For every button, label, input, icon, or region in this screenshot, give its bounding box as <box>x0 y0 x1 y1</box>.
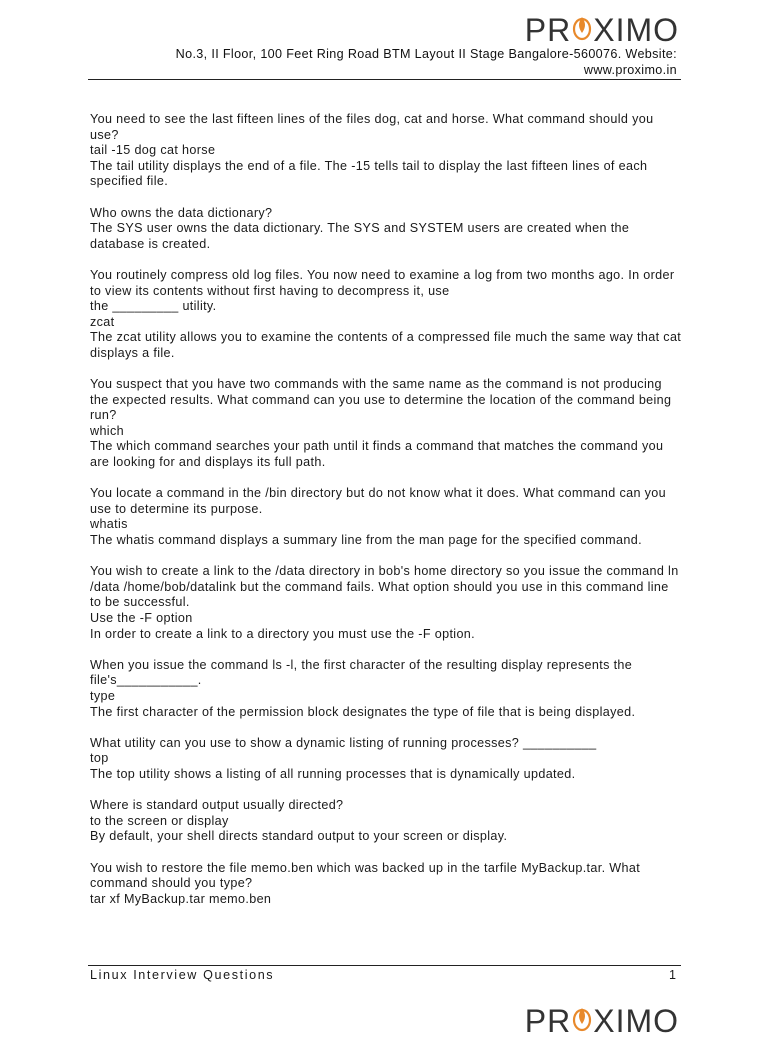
explanation-text: The which command searches your path until it finds a command that matches the command you are looking for and displays its full path. <box>90 439 668 470</box>
question-text: When you issue the command ls -l, the first character of the resulting display represents the file's___________. <box>90 657 636 688</box>
answer-text: type <box>90 688 116 703</box>
qa-block <box>90 112 682 190</box>
question-text: Who owns the data dictionary? <box>90 205 273 220</box>
answer-text: top <box>90 751 109 766</box>
logo-text-start: PR <box>524 1003 572 1039</box>
proximo-logo <box>525 13 679 47</box>
answer-text: zcat <box>90 314 115 329</box>
question-text: You routinely compress old log files. You now need to examine a log from two months ago. In order to view its contents without first having to decompress it, use the _________ utility. <box>90 267 675 314</box>
question-text: You need to see the last fifteen lines of the files dog, cat and horse. What command should you use? <box>90 112 658 142</box>
qa-block <box>90 267 686 362</box>
explanation-text: In order to create a link to a directory you must use the -F option. <box>90 626 475 641</box>
proximo-logo-footer <box>525 1004 679 1038</box>
logo-text-start: PR <box>524 12 572 48</box>
footer-divider <box>88 965 681 966</box>
explanation-text: The top utility shows a listing of all running processes that is dynamically updated. <box>90 766 576 781</box>
logo-text-end: XIMO <box>593 12 679 48</box>
qa-block <box>90 564 682 642</box>
qa-block <box>90 486 682 548</box>
answer-text: tar xf MyBackup.tar memo.ben <box>90 891 272 906</box>
flame-icon <box>572 13 592 47</box>
answer-text: Use the -F option <box>90 611 193 625</box>
header-divider <box>88 79 681 80</box>
question-text: What utility can you use to show a dynamic listing of running processes? __________ <box>90 735 597 750</box>
flame-icon <box>572 1004 592 1038</box>
question-text: You wish to create a link to the /data directory in bob's home directory so you issue the command ln /data /home/bob/datalink but the command fails. What option should you use in this command line to be successful. <box>90 564 683 610</box>
company-address: No.3, II Floor, 100 Feet Ring Road BTM Layout II Stage Bangalore-560076. Website: www.proximo.in <box>175 47 677 77</box>
footer-title: Linux Interview Questions <box>90 968 275 982</box>
explanation-text: The tail utility displays the end of a file. The -15 tells tail to display the last fifteen lines of each specified file. <box>90 158 652 189</box>
qa-block <box>90 377 682 471</box>
answer-text: whatis <box>90 517 128 532</box>
question-text: You wish to restore the file memo.ben which was backed up in the tarfile MyBackup.tar. What command should you type? <box>90 860 644 891</box>
qa-list <box>90 112 686 923</box>
answer-text: which <box>90 423 124 438</box>
explanation-text: The zcat utility allows you to examine the contents of a compressed file much the same way that cat displays a file. <box>90 330 686 360</box>
explanation-text: The whatis command displays a summary line from the man page for the specified command. <box>90 533 642 548</box>
qa-block <box>90 206 682 253</box>
question-text: You locate a command in the /bin directory but do not know what it does. What command can you use to determine its purpose. <box>90 486 670 516</box>
question-text: Where is standard output usually directed? <box>90 798 344 813</box>
explanation-text: The first character of the permission block designates the type of file that is being displayed. <box>90 704 636 719</box>
explanation-text: By default, your shell directs standard output to your screen or display. <box>90 829 508 844</box>
explanation-text: The SYS user owns the data dictionary. The SYS and SYSTEM users are created when the database is created. <box>90 221 634 251</box>
page-number: 1 <box>669 968 677 982</box>
question-text: You suspect that you have two commands with the same name as the command is not producing the expected results. What command can you use to determine the location of the command being run? <box>90 377 676 423</box>
logo-text-end: XIMO <box>593 1003 679 1039</box>
answer-text: tail -15 dog cat horse <box>90 143 216 158</box>
answer-text: to the screen or display <box>90 813 229 828</box>
qa-block <box>90 861 682 908</box>
qa-block <box>90 736 682 783</box>
qa-block <box>90 798 682 845</box>
qa-block <box>90 658 682 720</box>
